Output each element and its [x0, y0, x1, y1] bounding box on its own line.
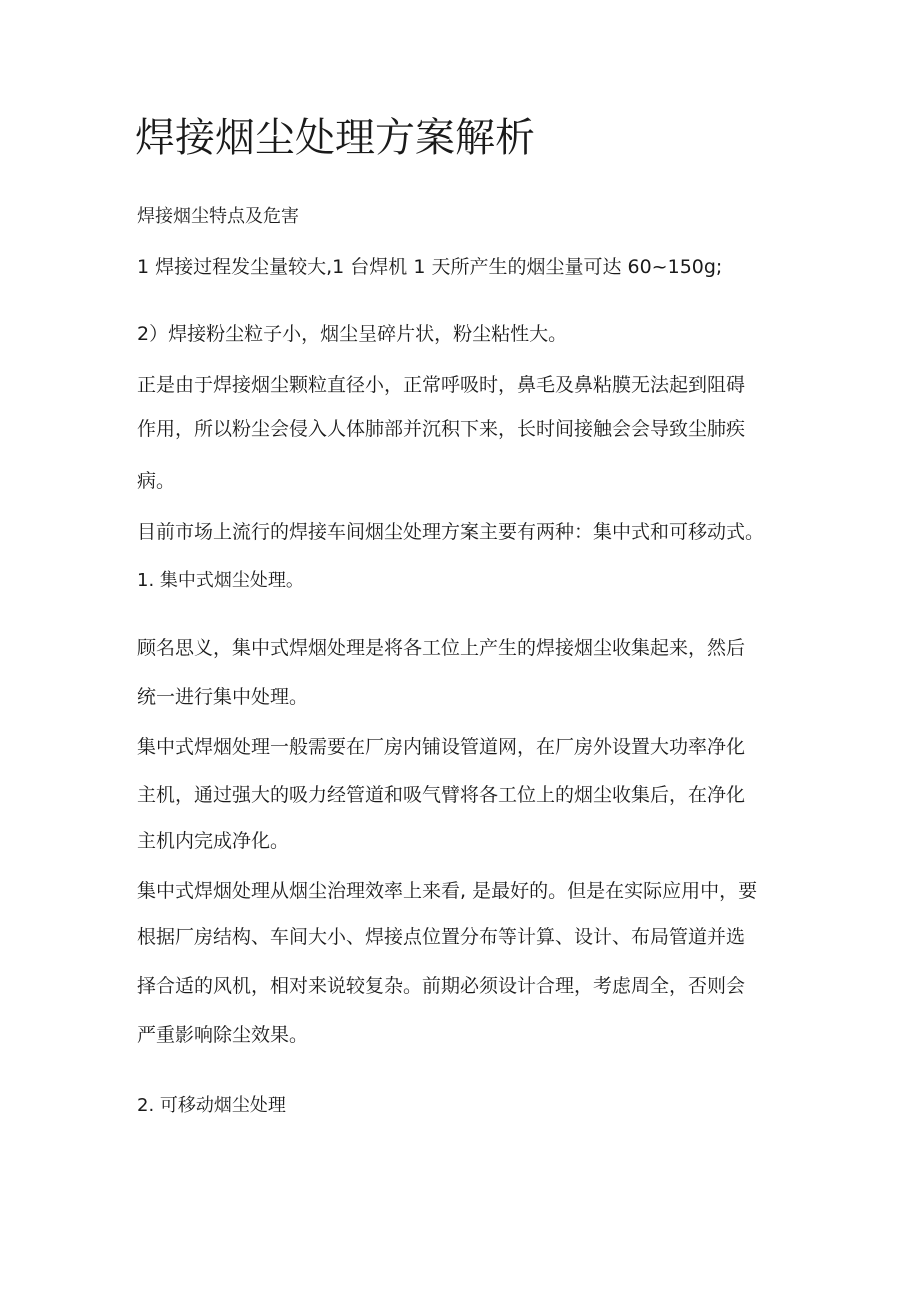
paragraph-1-line-2: 作用，所以粉尘会侵入人体肺部并沉积下来，长时间接触会会导致尘肺疾 [137, 418, 746, 440]
section-heading: 焊接烟尘特点及危害 [137, 206, 299, 227]
paragraph-1-line-3: 病。 [137, 470, 176, 492]
document-title: 焊接烟尘处理方案解析 [135, 115, 535, 161]
point-1: 1 焊接过程发尘量较大,1 台焊机 1 天所产生的烟尘量可达 60~150g; [137, 256, 723, 278]
subheading-centralized: 1. 集中式烟尘处理。 [137, 570, 304, 591]
point-2: 2）焊接粉尘粒子小，烟尘呈碎片状，粉尘粘性大。 [137, 323, 568, 345]
paragraph-1-line-1: 正是由于焊接烟尘颗粒直径小，正常呼吸时，鼻毛及鼻粘膜无法起到阻碍 [137, 374, 746, 396]
paragraph-5-line-4: 严重影响除尘效果。 [137, 1024, 309, 1046]
paragraph-5-line-1: 集中式焊烟处理从烟尘治理效率上来看, 是最好的。但是在实际应用中，要 [137, 880, 758, 902]
paragraph-4-line-3: 主机内完成净化。 [137, 830, 290, 852]
paragraph-5-line-3: 择合适的风机，相对来说较复杂。前期必须设计合理，考虑周全，否则会 [137, 975, 746, 997]
paragraph-4-line-2: 主机，通过强大的吸力经管道和吸气臂将各工位上的烟尘收集后，在净化 [137, 784, 746, 806]
paragraph-4-line-1: 集中式焊烟处理一般需要在厂房内铺设管道网，在厂房外设置大功率净化 [137, 736, 746, 758]
paragraph-3-line-1: 顾名思义，集中式焊烟处理是将各工位上产生的焊接烟尘收集起来，然后 [137, 637, 746, 659]
subheading-mobile: 2. 可移动烟尘处理 [137, 1095, 286, 1116]
paragraph-2: 目前市场上流行的焊接车间烟尘处理方案主要有两种：集中式和可移动式。 [137, 521, 765, 543]
paragraph-3-line-2: 统一进行集中处理。 [137, 686, 309, 708]
paragraph-5-line-2: 根据厂房结构、车间大小、焊接点位置分布等计算、设计、布局管道并选 [137, 926, 746, 948]
